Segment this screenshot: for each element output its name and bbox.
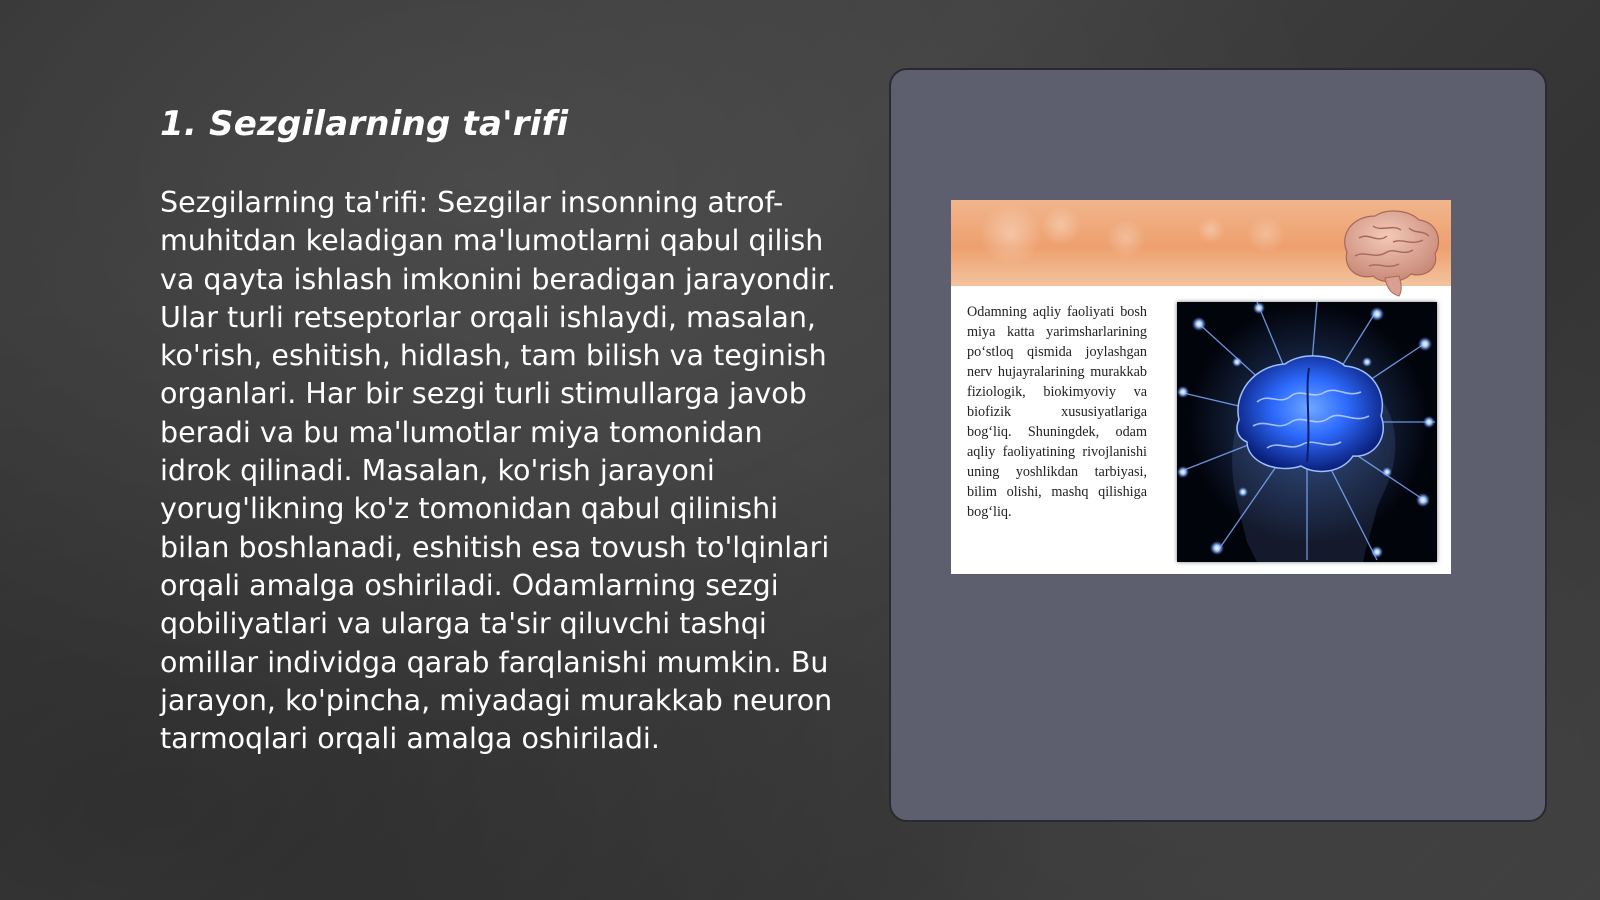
slide-body-text: Sezgilarning ta'rifi: Sezgilar insonning atrof-muhitdan keladigan ma'lumotlarni qabul qilish va qayta ishlash imkonini beradigan jarayondir. Ular turli retseptorlar orqali ishlaydi, masalan, ko'rish, eshitish, hidlash, tam bilish va teginish organlari. Har bir sezgi turli stimullarga javob beradi va bu ma'lumotlar miya tomonidan idrok qilinadi. Masalan, ko'rish jarayoni yorug'likning ko'z tomonidan qabul qilinishi bilan boshlanadi, eshitish esa tovush to'lqinlari orqali amalga oshiriladi. Odamlarning sezgi qobiliyatlari va ularga ta'sir qiluvchi tashqi omillar individga qarab farqlanishi mumkin. Bu jarayon, ko'pincha, miyadagi murakkab neuron tarmoqlari orqali amalga oshiriladi.	[160, 186, 836, 756]
brain-icon	[1329, 204, 1447, 300]
figure-image	[951, 200, 1451, 574]
slide-title: 1. Sezgilarning ta'rifi	[160, 104, 569, 144]
figure-caption: Odamning aqliy faoliyati bosh miya katta yarimsharlarining po‘stloq qismida joylashgan nerv hujayralarining murakkab fiziologik, biokimyoviy va biofizik xususiyatlariga bog‘liq. Shuningdek, odam aqliy faoliyatining rivojlanishi uning yoshlikdan tarbiyasi, bilim olishi, mashq qilishiga bog‘liq.	[967, 304, 1147, 520]
glowing-brain-neurons-icon	[1177, 302, 1437, 562]
image-panel	[889, 68, 1547, 822]
